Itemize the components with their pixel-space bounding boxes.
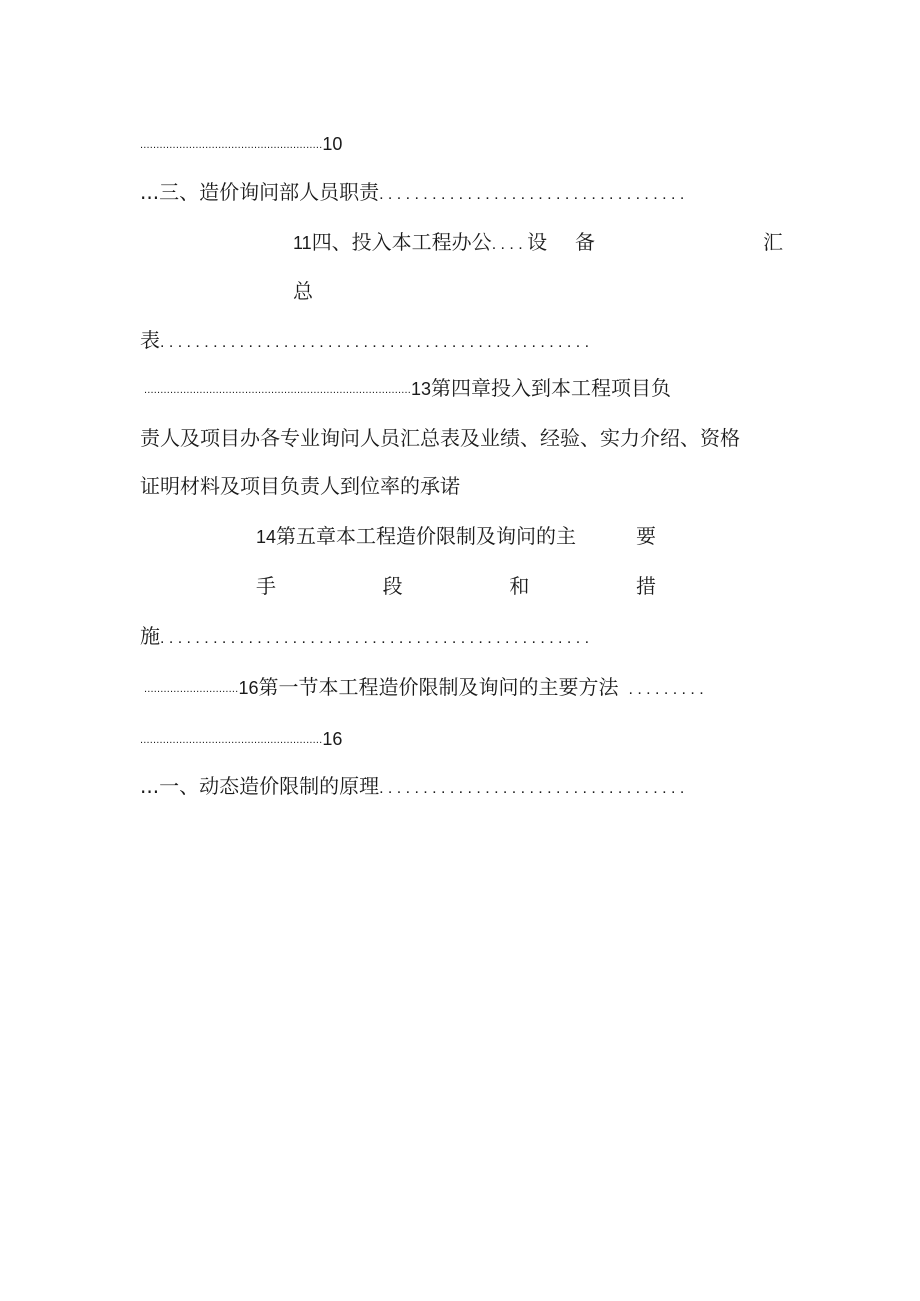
toc-entry-char: 备 — [575, 230, 596, 254]
toc-line-7 — [140, 426, 740, 450]
toc-line-5 — [140, 328, 593, 355]
toc-entry-char: 和 — [509, 574, 530, 598]
leader-dots: .................................................................................. — [144, 384, 412, 396]
toc-entry-text: 责人及项目办各专业询问人员汇总表及业绩、经验、实力介绍、资格 — [140, 426, 740, 450]
leader-dots: ... — [140, 180, 160, 204]
toc-entry-title: 一、动态造价限制的原理 — [159, 774, 380, 798]
leader-dots: ........................................................ — [140, 734, 323, 746]
toc-line-3-row — [293, 230, 783, 257]
toc-entry-text: 四、投入本工程办公 — [311, 230, 492, 254]
toc-line-11 — [140, 624, 593, 651]
toc-entry-char: 手 — [256, 574, 276, 598]
toc-line-4 — [293, 279, 313, 303]
toc-entry-text: 第一节本工程造价限制及询问的主要方法 — [258, 675, 619, 699]
toc-line-10-row — [256, 574, 656, 598]
toc-entry-char: 汇 — [762, 230, 783, 254]
toc-line-13 — [140, 726, 342, 752]
leader-dots: .... — [491, 236, 528, 253]
leader-dots: ............................. — [144, 683, 239, 695]
page-number: 11 — [293, 233, 312, 253]
toc-entry-char: 措 — [635, 574, 656, 598]
leader-dots: ........................................................ — [140, 139, 323, 151]
leader-dots: ......... — [628, 681, 709, 698]
toc-entry-text: 第四章投入到本工程项目负 — [431, 376, 672, 400]
page-number: 16 — [238, 678, 259, 698]
toc-entry-char: 设 — [527, 230, 548, 254]
leader-dots: ... — [140, 774, 160, 798]
toc-entry-char: 段 — [382, 574, 403, 598]
toc-entry-text: 证明材料及项目负责人到位率的承诺 — [140, 474, 460, 498]
page-number: 13 — [411, 379, 432, 399]
leader-dots: ................................... — [379, 780, 689, 797]
toc-entry-text: 第五章本工程造价限制及询问的主 — [276, 524, 577, 548]
page-number: 16 — [322, 729, 343, 749]
toc-line-3 — [293, 230, 783, 257]
toc-line-14 — [140, 774, 689, 801]
toc-line-12 — [144, 675, 708, 702]
leader-dots: ................................................. — [160, 630, 594, 647]
toc-entry-char: 总 — [293, 279, 313, 303]
toc-entry-title — [293, 230, 547, 257]
toc-line-1 — [140, 131, 342, 157]
toc-entry-title — [256, 524, 576, 549]
page-number: 14 — [256, 527, 277, 547]
toc-line-8 — [140, 474, 460, 498]
toc-entry-title: 施 — [140, 624, 160, 648]
toc-line-6 — [144, 376, 671, 402]
page-number: 10 — [322, 134, 343, 154]
toc-line-9-row — [256, 524, 656, 549]
toc-entry-title: 三、造价询问部人员职责 — [159, 180, 380, 204]
leader-dots: ................................... — [379, 186, 689, 203]
toc-entry-char: 要 — [636, 524, 656, 548]
toc-entry-title: 表 — [140, 328, 160, 352]
toc-line-2 — [140, 180, 689, 207]
toc-line-9 — [256, 524, 656, 549]
toc-line-10 — [256, 574, 656, 598]
leader-dots: ................................................. — [160, 334, 594, 351]
